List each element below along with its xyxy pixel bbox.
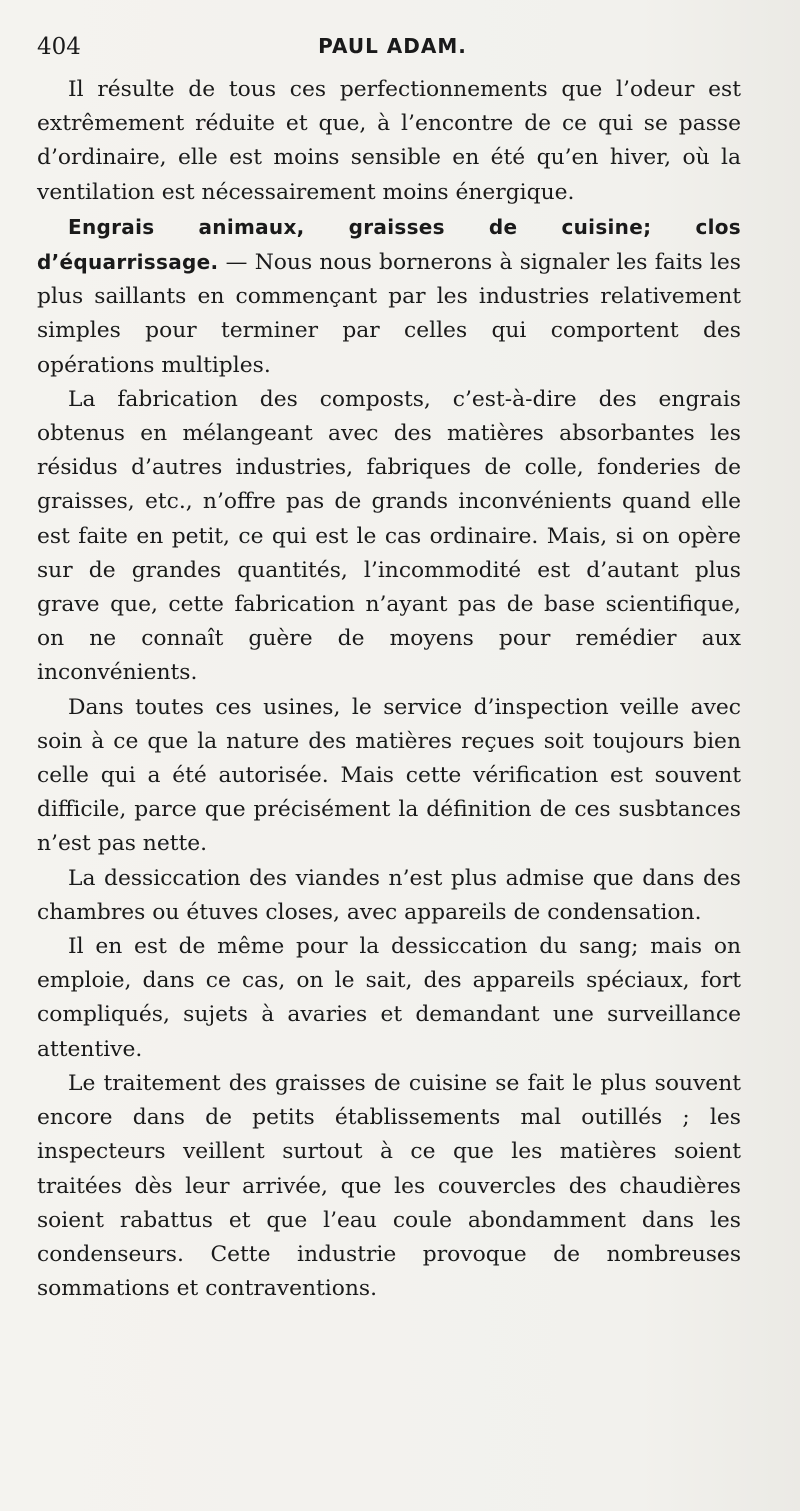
paragraph-4: Dans toutes ces usines, le service d’inspection veille avec soin à ce que la nature des matières reçues soit toujours bien celle qui a été autorisée. Mais cette vérification est souvent difficile, parce que précisément la définition de ces susbtances n’est pas nette. [37,694,741,857]
paragraph-2-text: — Nous nous bornerons à signaler les faits les plus saillants en commençant par les industries relativement simples pour terminer par celles qui comportent des opérations multiples. [37,250,741,378]
body-text [37,73,741,1306]
page-header [37,30,748,70]
paragraph-6: Il en est de même pour la dessiccation du sang; mais on emploie, dans ce cas, on le sait, des appareils spéciaux, fort compliqués, sujets à avaries et demandant une surveillance attentive. [37,934,741,1062]
section-heading: Engrais animaux, graisses de cuisine; clos d’équarrissage. [37,214,741,275]
paragraph-1: Il résulte de tous ces perfectionnements que l’odeur est extrêmement réduite et que, à l’encontre de ce qui se passe d’ordinaire, elle est moins sensible en été qu’en hiver, où la ventilation est nécessairement moins énergique. [37,77,741,205]
paragraph-5: La dessiccation des viandes n’est plus admise que dans des chambres ou étuves closes, avec appareils de condensation. [37,865,741,925]
running-head: PAUL ADAM. [318,34,467,58]
paragraph-2 [37,210,741,383]
paragraph-3: La fabrication des composts, c’est-à-dire des engrais obtenus en mélangeant avec des matières absorbantes les résidus d’autres industries, fabriques de colle, fonderies de graisses, etc., n’offre pas de grands inconvénients quand elle est faite en petit, ce qui est le cas ordinaire. Mais, si on opère sur de grandes quantités, l’incommodité est d’autant plus grave que, cette fabrication n’ayant pas de base scientifique, on ne connaît guère de moyens pour remédier aux inconvénients. [37,386,741,686]
paragraph-7: Le traitement des graisses de cuisine se fait le plus souvent encore dans de petits établissements mal outillés ; les inspecteurs veillent surtout à ce que les matières soient traitées dès leur arrivée, que les couvercles des chaudières soient rabattus et que l’eau coule abondamment dans les condenseurs. Cette industrie provoque de nombreuses sommations et contraventions. [37,1070,741,1302]
page-number: 404 [37,34,81,60]
